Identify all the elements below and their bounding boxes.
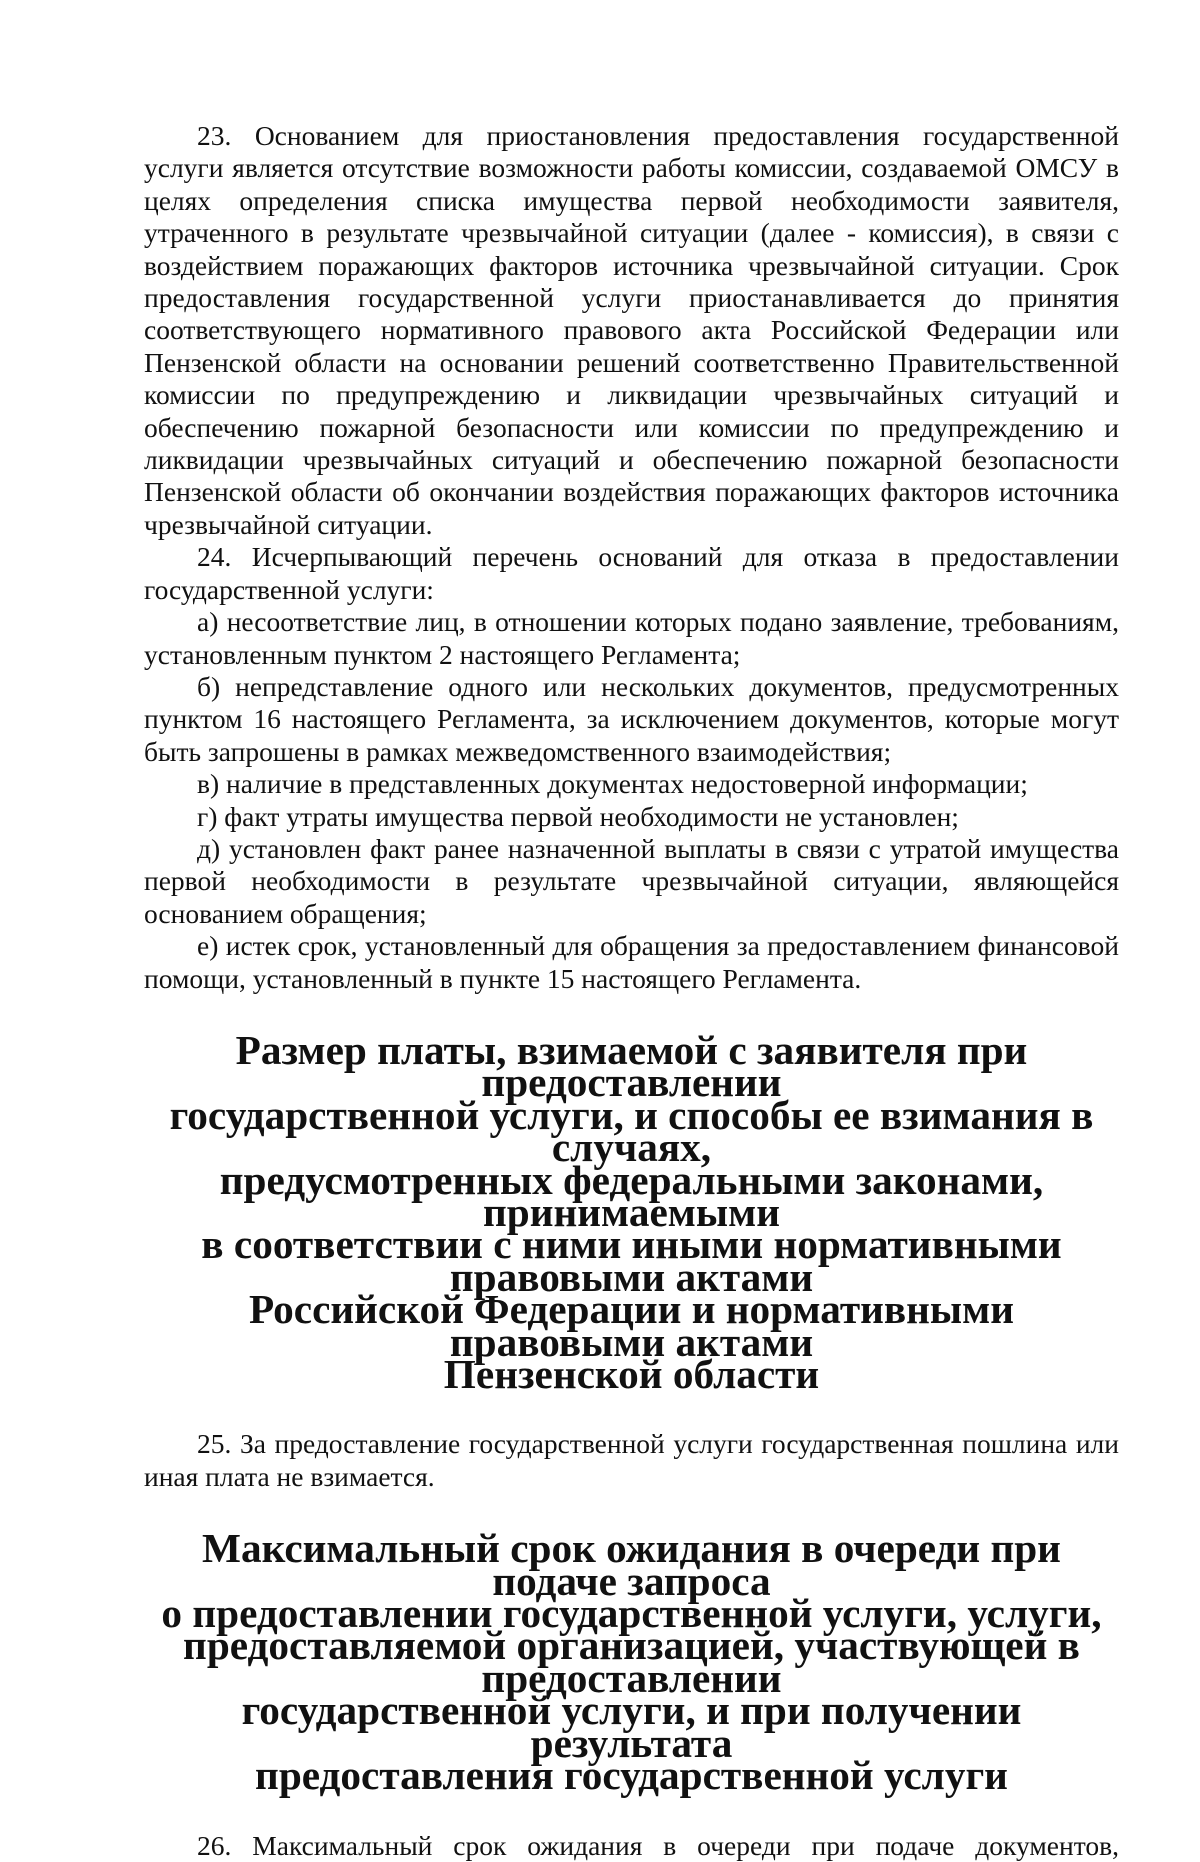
- list-item-a: а) несоответствие лиц, в отношении которых подано заявление, требованиям, установленным пунктом 2 настоящего Регламента;: [144, 606, 1119, 670]
- spacer: [144, 1792, 1119, 1830]
- list-item-g: г) факт утраты имущества первой необходимости не установлен;: [197, 800, 959, 832]
- heading-line: предусмотренных федеральными законами, принимаемыми: [219, 1156, 1044, 1235]
- heading-line: Российской Федерации и нормативными правовыми актами: [248, 1286, 1015, 1365]
- list-item-b: б) непредставление одного или нескольких документов, предусмотренных пунктом 16 настоящего Регламента, за исключением документов, которые могут быть запрошены в рамках межведомственного взаимодействия;: [144, 670, 1119, 767]
- list-item-e: е) истек срок, установленный для обращения за предоставлением финансовой помощи, установленный в пункте 15 настоящего Регламента.: [144, 930, 1119, 994]
- heading-line: государственной услуги, и способы ее взимания в случаях,: [169, 1091, 1094, 1171]
- heading-line: предоставления государственной услуги: [255, 1752, 1008, 1799]
- heading-line: предоставляемой организацией, участвующей в предоставлении: [183, 1622, 1080, 1701]
- paragraph-24: 24. Исчерпывающий перечень оснований для отказа в предоставлении государственной услуги:: [144, 541, 1119, 605]
- heading-line: Максимальный срок ожидания в очереди при подаче запроса: [202, 1525, 1061, 1604]
- heading-line: Размер платы, взимаемой с заявителя при предоставлении: [235, 1026, 1028, 1106]
- list-item-v: в) наличие в представленных документах недостоверной информации;: [197, 768, 1028, 800]
- section-heading-fee: [144, 1026, 1119, 1398]
- paragraph-25: 25. За предоставление государственной услуги государственная пошлина или иная плата не взимается.: [144, 1428, 1119, 1492]
- list-item-d: д) установлен факт ранее назначенной выплаты в связи с утратой имущества первой необходимости в результате чрезвычайной ситуации, являющейся основанием обращения;: [144, 832, 1119, 929]
- section-heading-queue: [144, 1525, 1119, 1799]
- heading-line: о предоставлении государственной услуги, услуги,: [161, 1590, 1102, 1637]
- heading-line: Пензенской области: [443, 1351, 820, 1398]
- heading-line: в соответствии с ними иными нормативными правовыми актами: [201, 1221, 1062, 1300]
- document-page: [144, 120, 1119, 1862]
- paragraph-23: 23. Основанием для приостановления предоставления государственной услуги является отсутствие возможности работы комиссии, создаваемой ОМСУ в целях определения списка имущества первой необходимости заявителя, утраченного в результате чрезвычайной ситуации (далее - комиссия), в связи с воздействием поражающих факторов источника чрезвычайной ситуации. Срок предоставления государственной услуги приостанавливается до принятия соответствующего нормативного правового акта Российской Федерации или Пензенской области на основании решений соответственно Правительственной комиссии по предупреждению и ликвидации чрезвычайных ситуаций и обеспечению пожарной безопасности или комиссии по предупреждению и ликвидации чрезвычайных ситуаций и обеспечению пожарной безопасности Пензенской области об окончании воздействия поражающих факторов источника чрезвычайной ситуации.: [144, 120, 1119, 540]
- paragraph-26: 26. Максимальный срок ожидания в очереди при подаче документов,: [197, 1829, 1119, 1861]
- heading-line: государственной услуги, и при получении результата: [241, 1687, 1022, 1766]
